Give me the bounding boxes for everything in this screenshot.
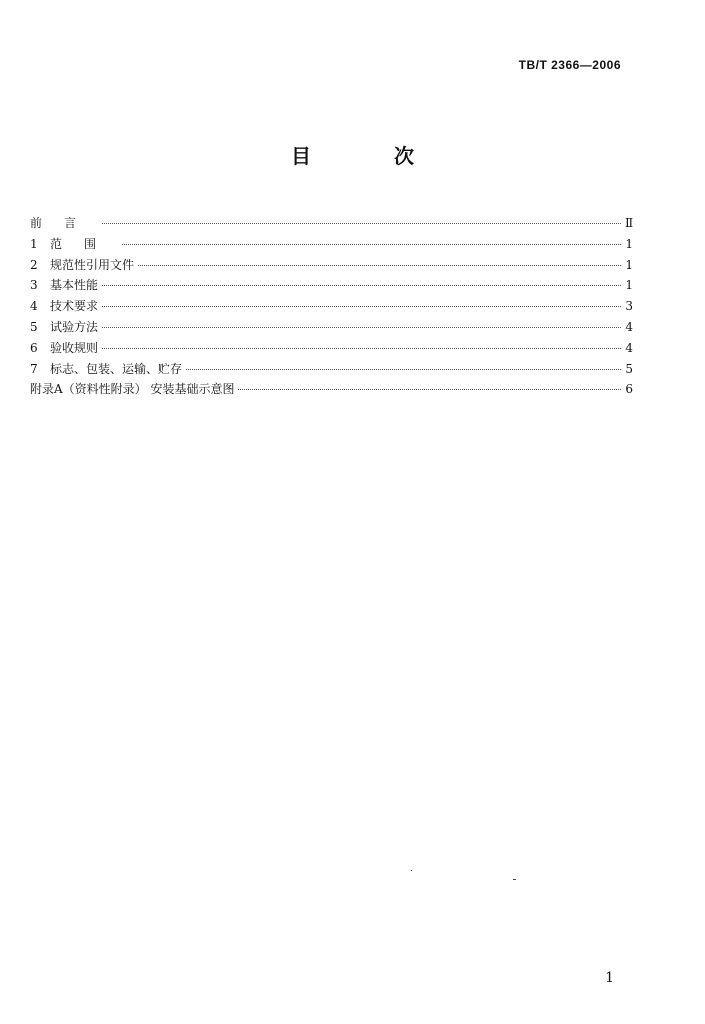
- toc-entry-number: 2: [30, 257, 38, 272]
- toc-entry-label: 技术要求: [50, 299, 99, 314]
- toc-entry-number: 7: [30, 361, 38, 376]
- toc-entry-page: 5: [625, 361, 633, 376]
- toc-dot-leader: [186, 369, 621, 370]
- toc-dot-leader: [102, 306, 621, 307]
- toc-entry-page: 6: [625, 382, 633, 397]
- toc-entry-label: 基本性能: [50, 278, 99, 293]
- toc-dot-leader: [122, 244, 621, 245]
- toc-entry-basic-performance[interactable]: [30, 276, 633, 297]
- toc-entry-page: 4: [625, 340, 633, 355]
- toc-entry-label: 验收规则: [50, 340, 99, 355]
- toc-entry-number: 6: [30, 340, 38, 355]
- toc-entry-scope[interactable]: [30, 235, 633, 256]
- toc-dot-leader: [102, 285, 621, 286]
- toc-dot-leader: [102, 348, 621, 349]
- toc-dot-leader: [138, 265, 621, 266]
- toc-entry-page: 1: [625, 236, 633, 251]
- toc-dot-leader: [238, 389, 621, 390]
- standard-code: TB/T 2366—2006: [518, 58, 621, 72]
- toc-entry-acceptance-rules[interactable]: [30, 339, 633, 360]
- toc-entry-label: 范围: [50, 236, 119, 251]
- toc-entry-label: 附录A（资料性附录） 安装基础示意图: [30, 382, 235, 397]
- toc-entry-number: 3: [30, 278, 38, 293]
- toc-dot-leader: [102, 223, 621, 224]
- toc-entry-marking-packaging[interactable]: [30, 360, 633, 381]
- toc-title: 目 次: [291, 144, 452, 168]
- toc-entry-label: 规范性引用文件: [50, 257, 135, 272]
- toc-entry-page: 3: [625, 299, 633, 314]
- toc-entry-page: 4: [625, 319, 633, 334]
- scan-speck: [513, 879, 516, 880]
- toc-entry-page: 1: [625, 278, 633, 293]
- page-number: 1: [605, 970, 614, 986]
- toc-dot-leader: [102, 327, 621, 328]
- toc-entry-label: 试验方法: [50, 319, 99, 334]
- toc-entry-page: Ⅱ: [625, 216, 634, 230]
- toc-entry-number: 5: [30, 319, 38, 334]
- table-of-contents: [30, 214, 633, 401]
- scan-speck: [411, 870, 412, 871]
- toc-entry-label: 标志、包装、运输、贮存: [50, 361, 183, 376]
- toc-entry-test-methods[interactable]: [30, 318, 633, 339]
- toc-entry-number: 4: [30, 299, 38, 314]
- toc-entry-normative-references[interactable]: [30, 256, 633, 277]
- toc-entry-page: 1: [625, 257, 633, 272]
- toc-entry-technical-requirements[interactable]: [30, 297, 633, 318]
- toc-entry-foreword[interactable]: [30, 214, 633, 235]
- toc-entry-label: 前言: [30, 216, 99, 230]
- toc-entry-number: 1: [30, 236, 38, 251]
- toc-entry-annex-a[interactable]: [30, 380, 633, 401]
